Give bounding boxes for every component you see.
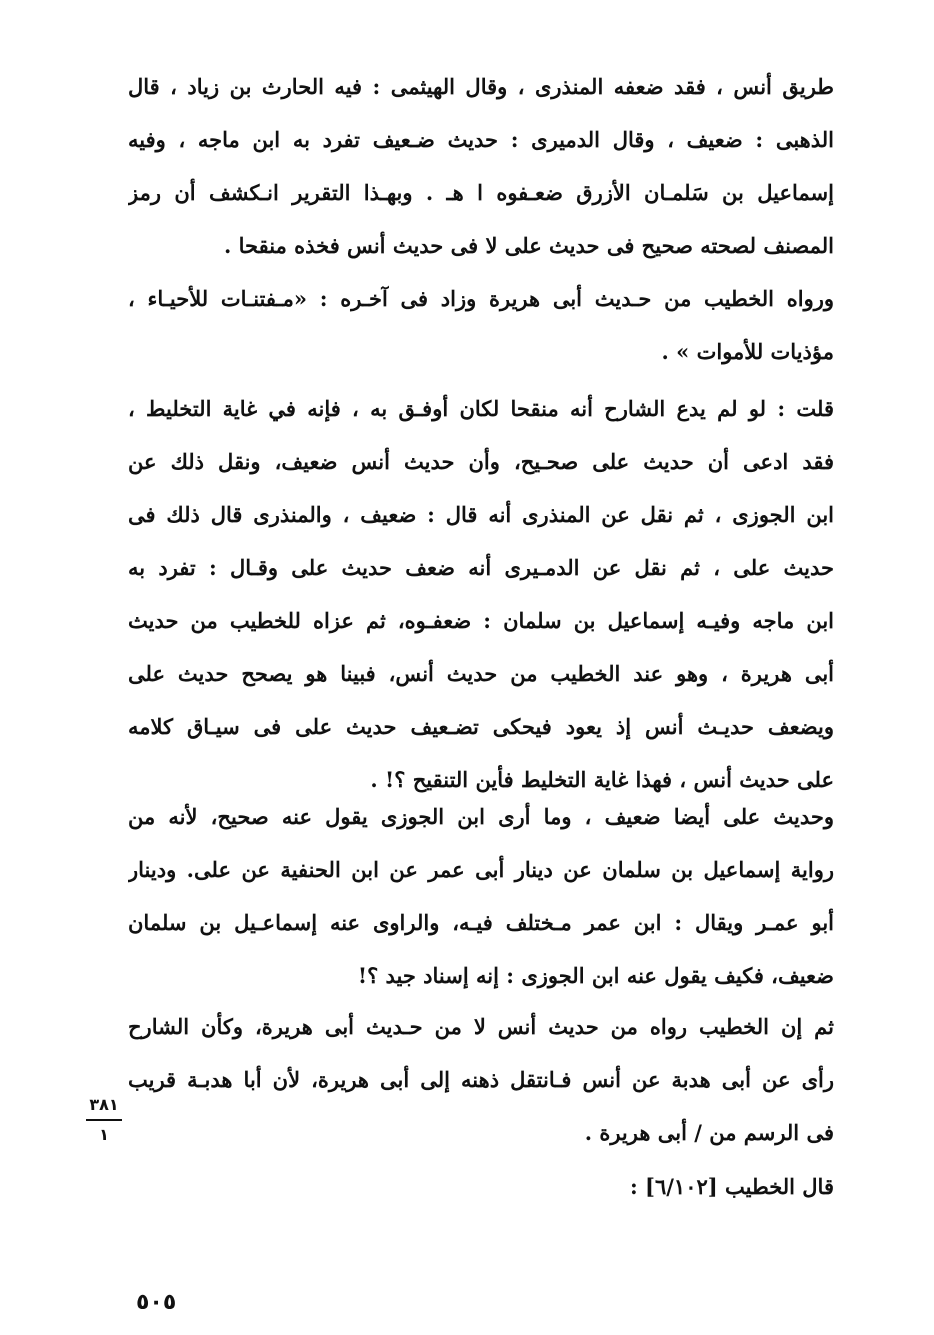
text-line: فى الرسم من / أبى هريرة . [584, 1120, 834, 1145]
paragraph-2 [128, 272, 834, 378]
text-line: ويضعف حديـث أنس إذ يعود فيحكى تضـعيف حديث على فى سيـاق كلامه [128, 714, 834, 739]
paragraph-4 [128, 790, 834, 1002]
text-line: ابن ماجه وفيـه إسماعيل بن سلمان : ضعفـوه، ثم عزاه للخطيب من حديث [128, 608, 834, 633]
text-line: قال الخطيب [٦/١٠٢] : [629, 1174, 834, 1199]
text-line-content: : لو لم يدع الشارح أنه منقحا لكان أوفـق به ، فإنه في غاية التخليط ، [128, 396, 786, 421]
text-line: طريق أنس ، فقد ضعفه المنذرى ، وقال الهيثمى : فيه الحارث بن زياد ، قال [128, 74, 834, 99]
text-line: ضعيف، فكيف يقول عنه ابن الجوزى : إنه إسناد جيد ؟! [357, 963, 834, 988]
text-line: مؤذيات للأموات » . [661, 339, 834, 364]
lead-word: قلت [796, 396, 834, 421]
text-line: فقد ادعى أن حديث على صحـيح، وأن حديث أنس ضعيف، ونقل ذلك عن [128, 449, 834, 474]
margin-divider [86, 1119, 122, 1121]
paragraph-5 [128, 1000, 834, 1159]
text-line: أبى هريرة ، وهو عند الخطيب من حديث أنس، فبينا هو يصحح حديث على [128, 661, 834, 686]
text-line: المصنف لصحته صحيح فى حديث على لا فى حديث أنس فخذه منقحا . [224, 233, 834, 258]
text-line: رواية إسماعيل بن سلمان عن دينار أبى عمر عن ابن الحنفية عن على. ودينار [128, 857, 834, 882]
text-line: على حديث أنس ، فهذا غاية التخليط فأين التنقيح ؟! . [370, 767, 834, 792]
margin-page-reference [86, 1094, 122, 1146]
text-line: إسماعيل بن سَلمـان الأزرق ضعـفوه ا هـ . وبهـذا التقرير انـكشف أن رمز [128, 180, 834, 205]
paragraph-1 [128, 60, 834, 272]
paragraph-6 [128, 1160, 834, 1213]
text-line: أبو عمـر ويقال : ابن عمر مـختلف فيـه، والراوى عنه إسماعـيل بن سلمان [128, 910, 834, 935]
text-line: ثم إن الخطيب رواه من حديث أنس لا من حـديث أبى هريرة، وكأن الشارح [128, 1014, 834, 1039]
text-line: رأى عن أبى هدبة عن أنس فـانتقل ذهنه إلى أبى هريرة، لأن أبا هدبـة قريب [128, 1067, 834, 1092]
text-line: الذهبى : ضعيف ، وقال الدميرى : حديث ضـعيف تفرد به ابن ماجه ، وفيه [128, 127, 834, 152]
margin-page-number: ١ [99, 1125, 109, 1144]
page-number: ٥٠٥ [136, 1290, 177, 1315]
text-line: ورواه الخطيب من حـديث أبى هريرة وزاد فى آخـره : «مـفتنـات للأحيـاء ، [128, 286, 834, 311]
paragraph-3 [128, 382, 834, 806]
text-line: وحديث على أيضا ضعيف ، وما أرى ابن الجوزى يقول عنه صحيح، لأنه من [128, 804, 834, 829]
text-line: حديث على ، ثم نقل عن الدمـيرى أنه ضعف حديث على وقـال : تفرد به [128, 555, 834, 580]
text-line: ابن الجوزى ، ثم نقل عن المنذرى أنه قال : ضعيف ، والمنذرى قال ذلك فى [128, 502, 834, 527]
text-line [128, 382, 834, 435]
margin-volume-number: ٣٨١ [89, 1095, 119, 1114]
